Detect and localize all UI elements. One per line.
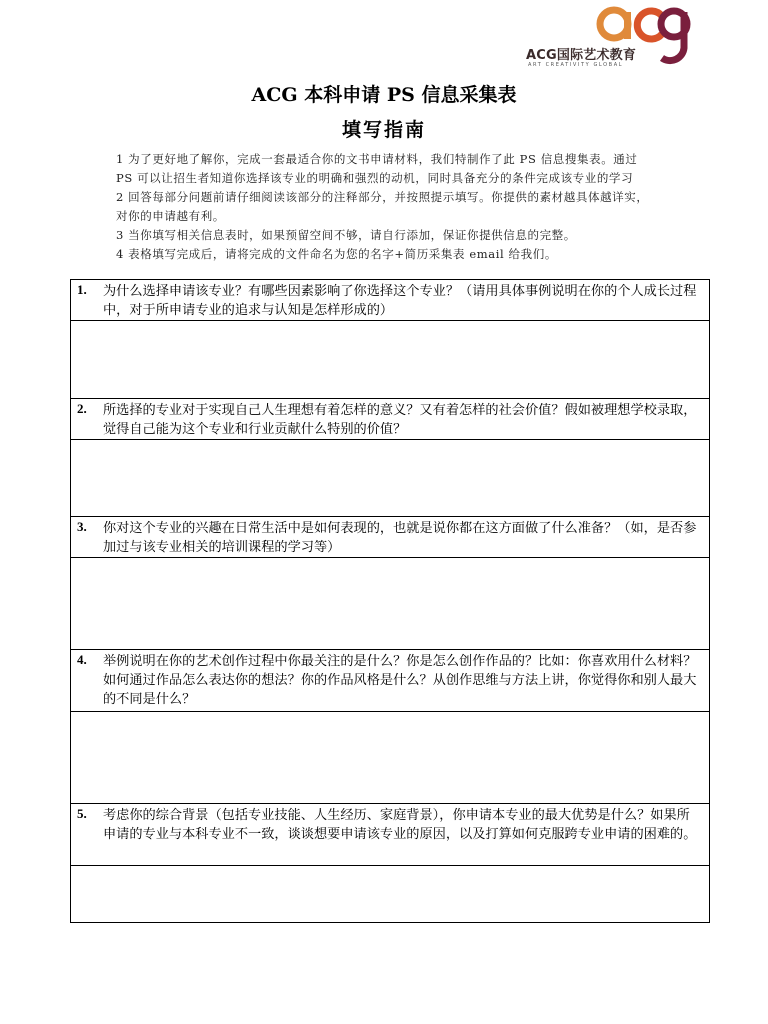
guide-item: 3 当你填写相关信息表时，如果预留空间不够，请自行添加，保证你提供信息的完整。 (116, 228, 576, 242)
answer-field[interactable] (71, 440, 710, 517)
question-number: 4. (71, 650, 104, 712)
question-row (71, 280, 710, 321)
answer-field[interactable] (71, 558, 710, 650)
question-text: 所选择的专业对于实现自己人生理想有着怎样的意义？又有着怎样的社会价值？假如被理想学校录取，觉得自己能为这个专业和行业贡献什么特别的价值？ (103, 399, 710, 440)
question-number: 3. (71, 517, 104, 558)
answer-row (71, 866, 710, 923)
logo-name: ACG国际艺术教育 (526, 48, 637, 63)
acg-logo (522, 4, 692, 70)
answer-field[interactable] (71, 321, 710, 399)
answer-row (71, 558, 710, 650)
question-row (71, 804, 710, 866)
question-number: 5. (71, 804, 104, 866)
answer-row (71, 440, 710, 517)
answer-row (71, 321, 710, 399)
question-text: 为什么选择申请该专业？有哪些因素影响了你选择这个专业？（请用具体事例说明在你的个人成长过程中，对于所申请专业的追求与认知是怎样形成的） (103, 280, 710, 321)
logo-tagline: ART CREATIVITY GLOBAL (528, 62, 624, 68)
question-row (71, 399, 710, 440)
question-row (71, 650, 710, 712)
question-text: 举例说明在你的艺术创作过程中你最关注的是什么？你是怎么创作作品的？比如：你喜欢用什么材料？如何通过作品怎么表达你的想法？你的作品风格是什么？从创作思维与方法上讲，你觉得你和别人最大的不同是什么？ (103, 650, 710, 712)
question-number: 2. (71, 399, 104, 440)
guide-instructions (116, 150, 658, 264)
answer-field[interactable] (71, 866, 710, 923)
question-table (70, 279, 710, 923)
question-row (71, 517, 710, 558)
page-subtitle: 填写指南 (341, 119, 426, 141)
answer-field[interactable] (71, 712, 710, 804)
question-number: 1. (71, 280, 104, 321)
answer-row (71, 712, 710, 804)
guide-item: 1 为了更好地了解你，完成一套最适合你的文书申请材料，我们特制作了此 PS 信息搜集表。通过 PS 可以让招生者知道你选择该专业的明确和强烈的动机，同时具备充分的条件完成该专业的学习 (116, 152, 638, 185)
page-title: ACG 本科申请 PS 信息采集表 (251, 84, 517, 106)
question-text: 你对这个专业的兴趣在日常生活中是如何表现的，也就是说你都在这方面做了什么准备？（如，是否参加过与该专业相关的培训课程的学习等） (103, 517, 710, 558)
guide-item: 2 回答每部分问题前请仔细阅读该部分的注释部分，并按照提示填写。你提供的素材越具体越详实，对你的申请越有利。 (116, 190, 649, 223)
guide-item: 4 表格填写完成后，请将完成的文件命名为您的名字+简历采集表 email 给我们。 (116, 247, 557, 261)
question-text: 考虑你的综合背景（包括专业技能、人生经历、家庭背景），你申请本专业的最大优势是什么？如果所申请的专业与本科专业不一致，谈谈想要申请该专业的原因，以及打算如何克服跨专业申请的困难的。 (103, 804, 710, 866)
